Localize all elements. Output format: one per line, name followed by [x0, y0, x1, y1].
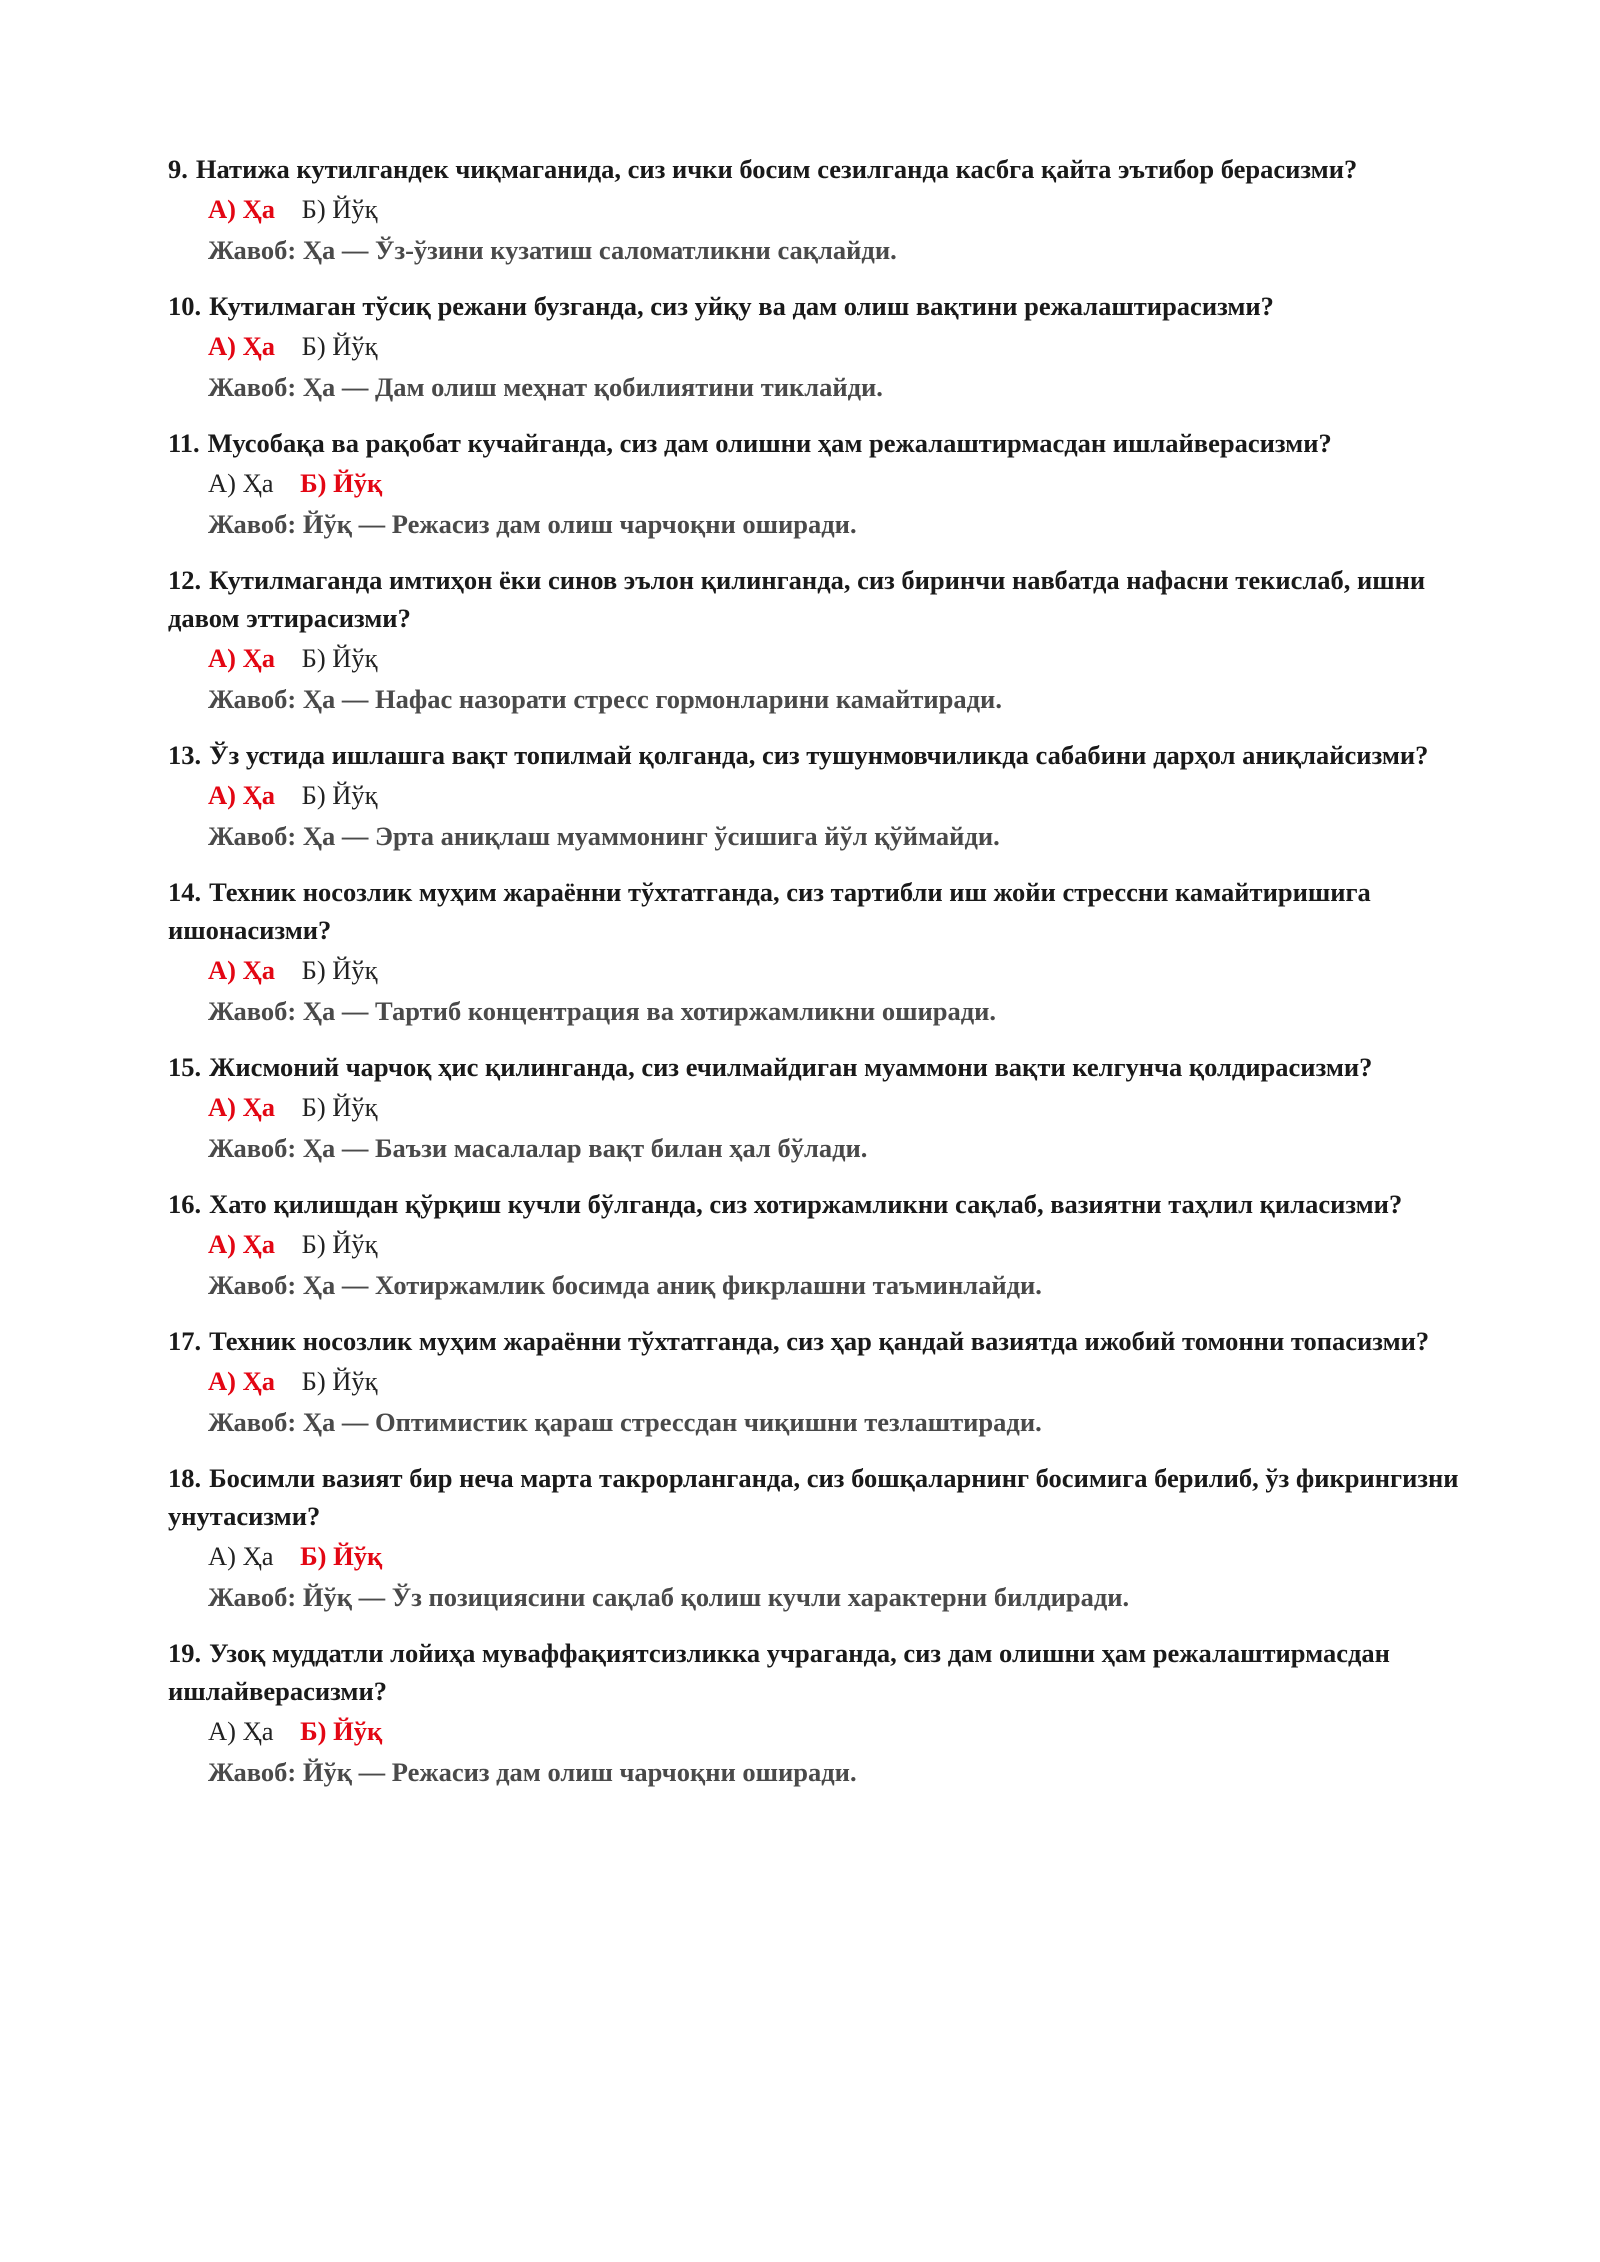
- question-block: [168, 1322, 1468, 1442]
- answer-options: [208, 637, 1468, 679]
- option-a: А) Ҳа: [208, 1541, 274, 1571]
- question-number: 15.: [168, 1052, 202, 1082]
- answer-explanation: Жавоб: Ҳа — Оптимистик қараш стрессдан чиқишни тезлаштиради.: [208, 1407, 1042, 1437]
- question-text: [168, 150, 1468, 188]
- question-list: [168, 150, 1468, 1809]
- question-body: Техник носозлик муҳим жараённи тўхтатганда, сиз ҳар қандай вазиятда ижобий томонни топасизми?: [209, 1326, 1430, 1356]
- option-b: Б) Йўқ: [301, 194, 378, 224]
- answer-options: [208, 1086, 1468, 1128]
- question-body: Жисмоний чарчоқ ҳис қилинганда, сиз ечилмайдиган муаммони вақти келгунча қолдирасизми?: [209, 1052, 1373, 1082]
- answer-options: [208, 1535, 1468, 1577]
- question-body: Узоқ муддатли лойиҳа муваффақиятсизликка учраганда, сиз дам олишни ҳам режалаштирмасдан ишлайверасизми?: [168, 1638, 1390, 1706]
- option-a: А) Ҳа: [208, 331, 275, 361]
- question-text: [168, 1634, 1468, 1710]
- question-body: Босимли вазият бир неча марта такрорланганда, сиз бошқаларнинг босимига берилиб, ўз фикрингизни унутасизми?: [168, 1463, 1459, 1531]
- answer-explanation: Жавоб: Йўқ — Ўз позициясини сақлаб қолиш кучли характерни билдиради.: [208, 1582, 1130, 1612]
- option-b: Б) Йўқ: [301, 955, 378, 985]
- option-a: А) Ҳа: [208, 1092, 275, 1122]
- question-block: [168, 1185, 1468, 1305]
- question-body: Натижа кутилгандек чиқмаганида, сиз ички босим сезилганда касбга қайта эътибор берасизми?: [195, 154, 1358, 184]
- answer-explanation: Жавоб: Ҳа — Хотиржамлик босимда аниқ фикрлашни таъминлайди.: [208, 1270, 1042, 1300]
- answer-explanation: Жавоб: Ҳа — Нафас назорати стресс гормонларини камайтиради.: [208, 684, 1002, 714]
- question-number: 14.: [168, 877, 202, 907]
- answer-explanation: Жавоб: Ҳа — Дам олиш меҳнат қобилиятини тиклайди.: [208, 372, 883, 402]
- question-body: Кутилмаган тўсиқ режани бузганда, сиз уйқу ва дам олиш вақтини режалаштирасизми?: [209, 291, 1274, 321]
- question-number: 9.: [168, 154, 188, 184]
- question-block: [168, 424, 1468, 544]
- question-text: [168, 561, 1468, 637]
- question-number: 12.: [168, 565, 202, 595]
- option-a: А) Ҳа: [208, 1366, 275, 1396]
- question-body: Техник носозлик муҳим жараённи тўхтатганда, сиз тартибли иш жойи стрессни камайтиришига ишонасизми?: [168, 877, 1371, 945]
- option-b: Б) Йўқ: [300, 468, 383, 498]
- answer-explanation: Жавоб: Йўқ — Режасиз дам олиш чарчоқни оширади.: [208, 1757, 857, 1787]
- option-b: Б) Йўқ: [301, 331, 378, 361]
- question-text: [168, 1459, 1468, 1535]
- question-block: [168, 150, 1468, 270]
- option-a: А) Ҳа: [208, 1716, 274, 1746]
- answer-options: [208, 462, 1468, 504]
- option-b: Б) Йўқ: [300, 1716, 383, 1746]
- question-body: Хато қилишдан қўрқиш кучли бўлганда, сиз хотиржамликни сақлаб, вазиятни таҳлил қиласизми?: [209, 1189, 1403, 1219]
- option-b: Б) Йўқ: [301, 643, 378, 673]
- question-block: [168, 736, 1468, 856]
- answer-options: [208, 774, 1468, 816]
- answer-explanation: Жавоб: Ҳа — Баъзи масалалар вақт билан ҳал бўлади.: [208, 1133, 868, 1163]
- answer-options: [208, 325, 1468, 367]
- answer-explanation: Жавоб: Йўқ — Режасиз дам олиш чарчоқни оширади.: [208, 509, 857, 539]
- question-block: [168, 1048, 1468, 1168]
- question-block: [168, 873, 1468, 1031]
- answer-explanation: Жавоб: Ҳа — Тартиб концентрация ва хотиржамликни оширади.: [208, 996, 996, 1026]
- question-text: [168, 736, 1468, 774]
- answer-options: [208, 188, 1468, 230]
- question-body: Ўз устида ишлашга вақт топилмай қолганда, сиз тушунмовчиликда сабабини дарҳол аниқлайсизми?: [209, 740, 1429, 770]
- option-b: Б) Йўқ: [300, 1541, 383, 1571]
- question-block: [168, 561, 1468, 719]
- question-number: 19.: [168, 1638, 202, 1668]
- question-block: [168, 1634, 1468, 1792]
- question-text: [168, 1048, 1468, 1086]
- question-number: 16.: [168, 1189, 202, 1219]
- answer-options: [208, 1360, 1468, 1402]
- question-number: 18.: [168, 1463, 202, 1493]
- question-text: [168, 287, 1468, 325]
- option-a: А) Ҳа: [208, 1229, 275, 1259]
- answer-options: [208, 1710, 1468, 1752]
- question-number: 17.: [168, 1326, 202, 1356]
- question-text: [168, 1322, 1468, 1360]
- answer-options: [208, 1223, 1468, 1265]
- option-b: Б) Йўқ: [301, 780, 378, 810]
- question-number: 11.: [168, 428, 200, 458]
- question-number: 10.: [168, 291, 202, 321]
- answer-options: [208, 949, 1468, 991]
- answer-explanation: Жавоб: Ҳа — Ўз-ўзини кузатиш саломатликни сақлайди.: [208, 235, 897, 265]
- answer-explanation: Жавоб: Ҳа — Эрта аниқлаш муаммонинг ўсишига йўл қўймайди.: [208, 821, 1000, 851]
- question-text: [168, 1185, 1468, 1223]
- question-text: [168, 424, 1468, 462]
- option-a: А) Ҳа: [208, 194, 275, 224]
- option-a: А) Ҳа: [208, 643, 275, 673]
- question-number: 13.: [168, 740, 202, 770]
- question-body: Мусобақа ва рақобат кучайганда, сиз дам олишни ҳам режалаштирмасдан ишлайверасизми?: [207, 428, 1332, 458]
- option-b: Б) Йўқ: [301, 1366, 378, 1396]
- option-a: А) Ҳа: [208, 468, 274, 498]
- question-body: Кутилмаганда имтиҳон ёки синов эълон қилинганда, сиз биринчи навбатда нафасни текислаб, ишни давом эттирасизми?: [168, 565, 1426, 633]
- question-block: [168, 1459, 1468, 1617]
- question-text: [168, 873, 1468, 949]
- option-a: А) Ҳа: [208, 780, 275, 810]
- option-a: А) Ҳа: [208, 955, 275, 985]
- question-block: [168, 287, 1468, 407]
- option-b: Б) Йўқ: [301, 1229, 378, 1259]
- option-b: Б) Йўқ: [301, 1092, 378, 1122]
